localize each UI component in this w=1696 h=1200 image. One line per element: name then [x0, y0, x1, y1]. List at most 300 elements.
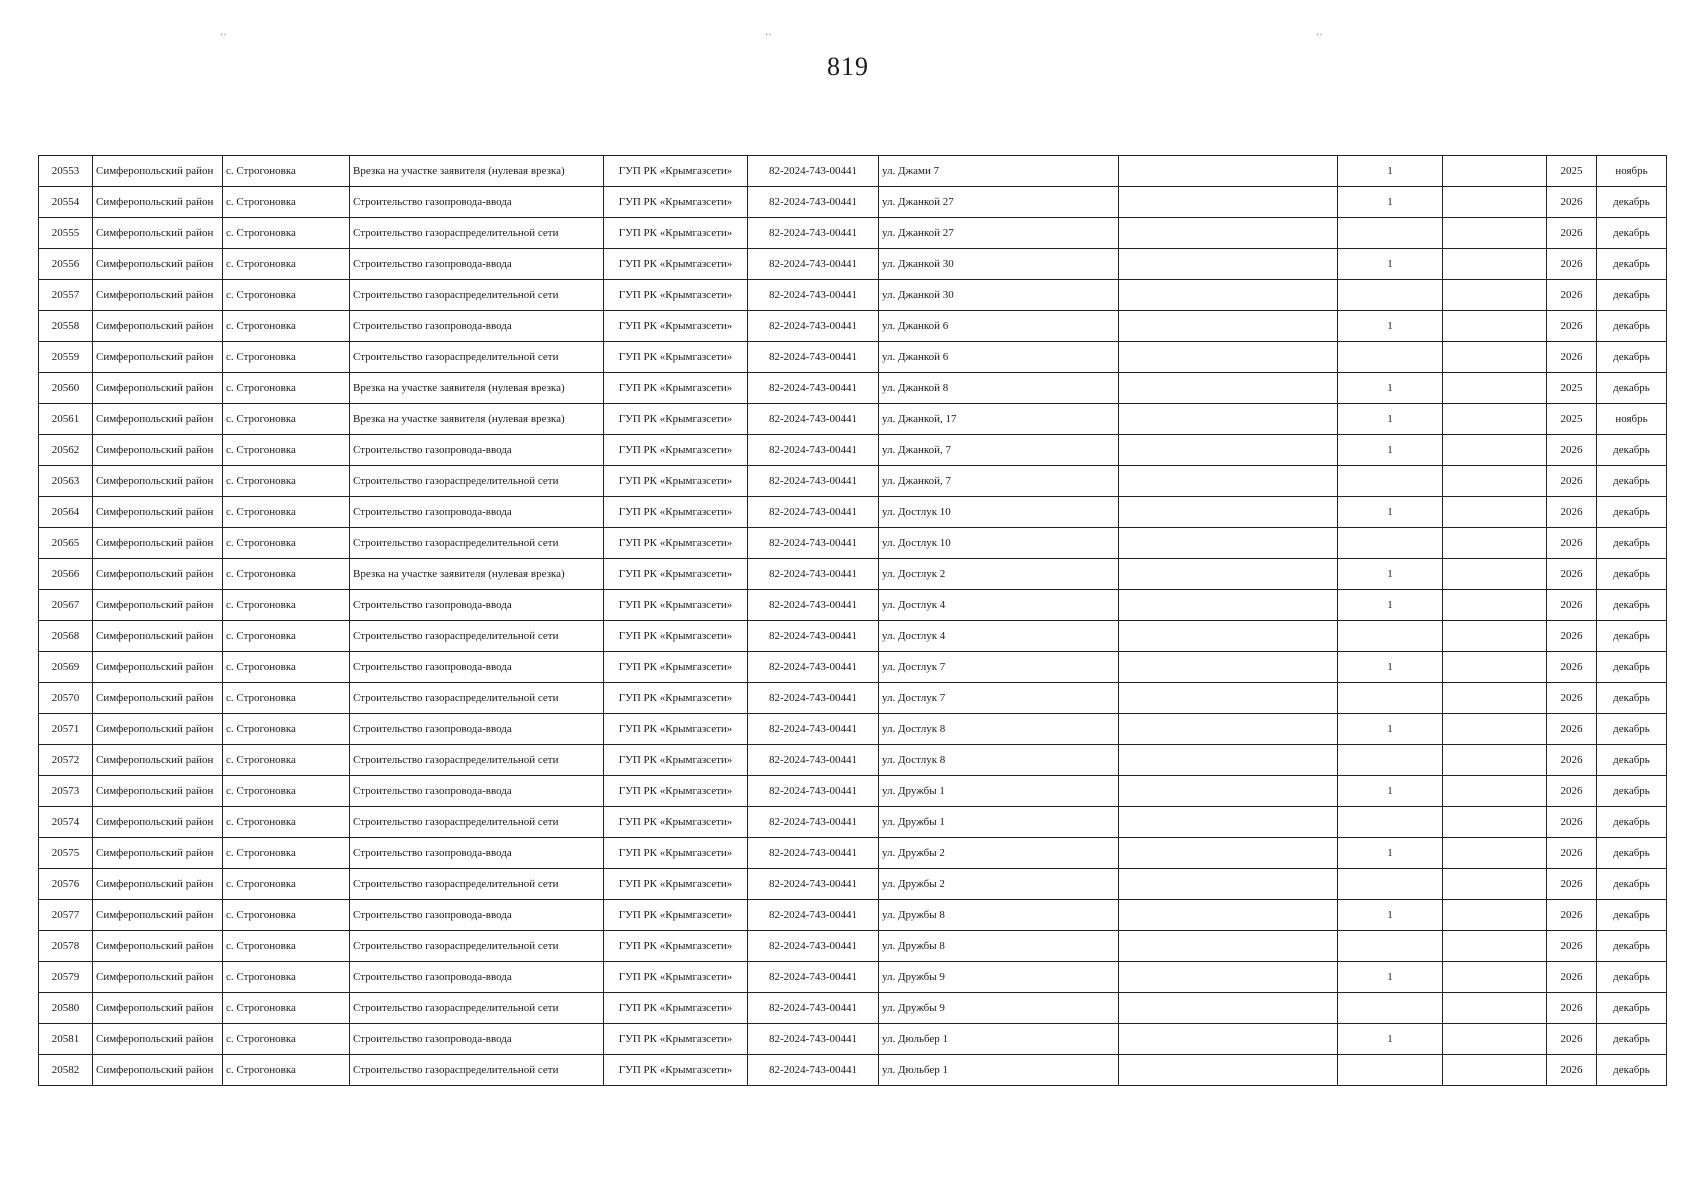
- empty-cell: [1443, 652, 1547, 683]
- row-number-cell: 20574: [39, 807, 93, 838]
- work-type-cell: Строительство газораспределительной сети: [350, 466, 604, 497]
- empty-cell: [1119, 218, 1338, 249]
- district-cell: Симферопольский район: [93, 993, 223, 1024]
- program-code-cell: 82-2024-743-00441: [748, 1024, 879, 1055]
- organization-cell: ГУП РК «Крымгазсети»: [604, 1024, 748, 1055]
- district-cell: Симферопольский район: [93, 280, 223, 311]
- work-type-cell: Врезка на участке заявителя (нулевая врезка): [350, 156, 604, 187]
- month-cell: декабрь: [1597, 900, 1667, 931]
- empty-cell: [1119, 466, 1338, 497]
- village-cell: с. Строгоновка: [223, 342, 350, 373]
- quantity-cell: [1338, 528, 1443, 559]
- table-row: [39, 776, 1667, 807]
- address-cell: ул. Дюльбер 1: [879, 1055, 1119, 1086]
- quantity-cell: 1: [1338, 1024, 1443, 1055]
- table-body: [39, 156, 1667, 1086]
- empty-cell: [1443, 187, 1547, 218]
- year-cell: 2026: [1547, 1055, 1597, 1086]
- empty-cell: [1443, 435, 1547, 466]
- empty-cell: [1119, 559, 1338, 590]
- village-cell: с. Строгоновка: [223, 466, 350, 497]
- month-cell: декабрь: [1597, 311, 1667, 342]
- quantity-cell: [1338, 466, 1443, 497]
- address-cell: ул. Дюльбер 1: [879, 1024, 1119, 1055]
- organization-cell: ГУП РК «Крымгазсети»: [604, 652, 748, 683]
- row-number-cell: 20568: [39, 621, 93, 652]
- village-cell: с. Строгоновка: [223, 1024, 350, 1055]
- district-cell: Симферопольский район: [93, 1024, 223, 1055]
- address-cell: ул. Дружбы 8: [879, 900, 1119, 931]
- organization-cell: ГУП РК «Крымгазсети»: [604, 776, 748, 807]
- village-cell: с. Строгоновка: [223, 776, 350, 807]
- address-cell: ул. Достлук 10: [879, 528, 1119, 559]
- year-cell: 2026: [1547, 218, 1597, 249]
- program-code-cell: 82-2024-743-00441: [748, 466, 879, 497]
- table-row: [39, 311, 1667, 342]
- district-cell: Симферопольский район: [93, 652, 223, 683]
- month-cell: декабрь: [1597, 776, 1667, 807]
- row-number-cell: 20580: [39, 993, 93, 1024]
- month-cell: декабрь: [1597, 962, 1667, 993]
- month-cell: декабрь: [1597, 1055, 1667, 1086]
- work-type-cell: Строительство газораспределительной сети: [350, 745, 604, 776]
- district-cell: Симферопольский район: [93, 559, 223, 590]
- empty-cell: [1443, 807, 1547, 838]
- organization-cell: ГУП РК «Крымгазсети»: [604, 962, 748, 993]
- village-cell: с. Строгоновка: [223, 900, 350, 931]
- row-number-cell: 20562: [39, 435, 93, 466]
- year-cell: 2026: [1547, 497, 1597, 528]
- district-cell: Симферопольский район: [93, 590, 223, 621]
- work-type-cell: Строительство газопровода-ввода: [350, 1024, 604, 1055]
- program-code-cell: 82-2024-743-00441: [748, 745, 879, 776]
- work-type-cell: Врезка на участке заявителя (нулевая врезка): [350, 404, 604, 435]
- program-code-cell: 82-2024-743-00441: [748, 218, 879, 249]
- program-code-cell: 82-2024-743-00441: [748, 683, 879, 714]
- organization-cell: ГУП РК «Крымгазсети»: [604, 280, 748, 311]
- empty-cell: [1443, 1055, 1547, 1086]
- month-cell: декабрь: [1597, 621, 1667, 652]
- year-cell: 2026: [1547, 435, 1597, 466]
- row-number-cell: 20581: [39, 1024, 93, 1055]
- organization-cell: ГУП РК «Крымгазсети»: [604, 807, 748, 838]
- organization-cell: ГУП РК «Крымгазсети»: [604, 528, 748, 559]
- month-cell: декабрь: [1597, 559, 1667, 590]
- address-cell: ул. Джанкой 8: [879, 373, 1119, 404]
- empty-cell: [1443, 683, 1547, 714]
- empty-cell: [1443, 218, 1547, 249]
- year-cell: 2026: [1547, 280, 1597, 311]
- address-cell: ул. Дружбы 2: [879, 869, 1119, 900]
- program-code-cell: 82-2024-743-00441: [748, 404, 879, 435]
- empty-cell: [1119, 931, 1338, 962]
- village-cell: с. Строгоновка: [223, 993, 350, 1024]
- program-code-cell: 82-2024-743-00441: [748, 187, 879, 218]
- address-cell: ул. Достлук 4: [879, 621, 1119, 652]
- quantity-cell: 1: [1338, 962, 1443, 993]
- work-type-cell: Строительство газопровода-ввода: [350, 187, 604, 218]
- district-cell: Симферопольский район: [93, 776, 223, 807]
- empty-cell: [1119, 249, 1338, 280]
- organization-cell: ГУП РК «Крымгазсети»: [604, 342, 748, 373]
- empty-cell: [1443, 869, 1547, 900]
- quantity-cell: [1338, 993, 1443, 1024]
- year-cell: 2025: [1547, 404, 1597, 435]
- row-number-cell: 20570: [39, 683, 93, 714]
- organization-cell: ГУП РК «Крымгазсети»: [604, 621, 748, 652]
- village-cell: с. Строгоновка: [223, 187, 350, 218]
- year-cell: 2025: [1547, 156, 1597, 187]
- empty-cell: [1119, 1055, 1338, 1086]
- address-cell: ул. Дружбы 9: [879, 962, 1119, 993]
- quantity-cell: [1338, 745, 1443, 776]
- village-cell: с. Строгоновка: [223, 528, 350, 559]
- row-number-cell: 20561: [39, 404, 93, 435]
- organization-cell: ГУП РК «Крымгазсети»: [604, 466, 748, 497]
- year-cell: 2026: [1547, 900, 1597, 931]
- district-cell: Симферопольский район: [93, 838, 223, 869]
- row-number-cell: 20575: [39, 838, 93, 869]
- program-code-cell: 82-2024-743-00441: [748, 993, 879, 1024]
- quantity-cell: 1: [1338, 652, 1443, 683]
- district-cell: Симферопольский район: [93, 404, 223, 435]
- village-cell: с. Строгоновка: [223, 714, 350, 745]
- district-cell: Симферопольский район: [93, 962, 223, 993]
- quantity-cell: 1: [1338, 590, 1443, 621]
- organization-cell: ГУП РК «Крымгазсети»: [604, 373, 748, 404]
- empty-cell: [1443, 962, 1547, 993]
- empty-cell: [1119, 187, 1338, 218]
- year-cell: 2026: [1547, 807, 1597, 838]
- empty-cell: [1443, 466, 1547, 497]
- program-code-cell: 82-2024-743-00441: [748, 435, 879, 466]
- address-cell: ул. Джанкой 6: [879, 342, 1119, 373]
- program-code-cell: 82-2024-743-00441: [748, 311, 879, 342]
- table-row: [39, 342, 1667, 373]
- empty-cell: [1119, 962, 1338, 993]
- table-row: [39, 993, 1667, 1024]
- village-cell: с. Строгоновка: [223, 962, 350, 993]
- work-type-cell: Строительство газораспределительной сети: [350, 621, 604, 652]
- table-row: [39, 404, 1667, 435]
- village-cell: с. Строгоновка: [223, 156, 350, 187]
- address-cell: ул. Джанкой 30: [879, 280, 1119, 311]
- organization-cell: ГУП РК «Крымгазсети»: [604, 683, 748, 714]
- empty-cell: [1443, 993, 1547, 1024]
- district-cell: Симферопольский район: [93, 435, 223, 466]
- program-code-cell: 82-2024-743-00441: [748, 590, 879, 621]
- empty-cell: [1119, 869, 1338, 900]
- table-row: [39, 435, 1667, 466]
- empty-cell: [1443, 838, 1547, 869]
- program-code-cell: 82-2024-743-00441: [748, 373, 879, 404]
- table-row: [39, 249, 1667, 280]
- row-number-cell: 20565: [39, 528, 93, 559]
- row-number-cell: 20579: [39, 962, 93, 993]
- work-type-cell: Строительство газораспределительной сети: [350, 869, 604, 900]
- year-cell: 2026: [1547, 931, 1597, 962]
- month-cell: декабрь: [1597, 497, 1667, 528]
- table-row: [39, 156, 1667, 187]
- empty-cell: [1443, 559, 1547, 590]
- organization-cell: ГУП РК «Крымгазсети»: [604, 187, 748, 218]
- program-code-cell: 82-2024-743-00441: [748, 621, 879, 652]
- quantity-cell: [1338, 1055, 1443, 1086]
- year-cell: 2026: [1547, 838, 1597, 869]
- empty-cell: [1119, 652, 1338, 683]
- village-cell: с. Строгоновка: [223, 931, 350, 962]
- empty-cell: [1119, 838, 1338, 869]
- program-code-cell: 82-2024-743-00441: [748, 528, 879, 559]
- empty-cell: [1443, 249, 1547, 280]
- year-cell: 2026: [1547, 1024, 1597, 1055]
- organization-cell: ГУП РК «Крымгазсети»: [604, 900, 748, 931]
- work-type-cell: Врезка на участке заявителя (нулевая врезка): [350, 373, 604, 404]
- year-cell: 2026: [1547, 590, 1597, 621]
- empty-cell: [1443, 1024, 1547, 1055]
- table-row: [39, 218, 1667, 249]
- empty-cell: [1119, 683, 1338, 714]
- table-row: [39, 714, 1667, 745]
- address-cell: ул. Достлук 8: [879, 714, 1119, 745]
- organization-cell: ГУП РК «Крымгазсети»: [604, 1055, 748, 1086]
- row-number-cell: 20576: [39, 869, 93, 900]
- work-type-cell: Строительство газопровода-ввода: [350, 714, 604, 745]
- year-cell: 2026: [1547, 745, 1597, 776]
- address-cell: ул. Джанкой 6: [879, 311, 1119, 342]
- program-code-cell: 82-2024-743-00441: [748, 931, 879, 962]
- quantity-cell: 1: [1338, 714, 1443, 745]
- organization-cell: ГУП РК «Крымгазсети»: [604, 497, 748, 528]
- empty-cell: [1443, 497, 1547, 528]
- year-cell: 2026: [1547, 962, 1597, 993]
- row-number-cell: 20556: [39, 249, 93, 280]
- empty-cell: [1119, 497, 1338, 528]
- quantity-cell: [1338, 807, 1443, 838]
- year-cell: 2026: [1547, 714, 1597, 745]
- quantity-cell: [1338, 683, 1443, 714]
- work-type-cell: Строительство газораспределительной сети: [350, 342, 604, 373]
- table-row: [39, 745, 1667, 776]
- empty-cell: [1119, 745, 1338, 776]
- village-cell: с. Строгоновка: [223, 497, 350, 528]
- organization-cell: ГУП РК «Крымгазсети»: [604, 249, 748, 280]
- month-cell: декабрь: [1597, 931, 1667, 962]
- year-cell: 2026: [1547, 311, 1597, 342]
- year-cell: 2026: [1547, 528, 1597, 559]
- village-cell: с. Строгоновка: [223, 869, 350, 900]
- organization-cell: ГУП РК «Крымгазсети»: [604, 931, 748, 962]
- program-code-cell: 82-2024-743-00441: [748, 900, 879, 931]
- year-cell: 2026: [1547, 993, 1597, 1024]
- year-cell: 2026: [1547, 342, 1597, 373]
- table-row: [39, 900, 1667, 931]
- empty-cell: [1119, 621, 1338, 652]
- address-cell: ул. Дружбы 8: [879, 931, 1119, 962]
- village-cell: с. Строгоновка: [223, 652, 350, 683]
- month-cell: декабрь: [1597, 218, 1667, 249]
- quantity-cell: [1338, 931, 1443, 962]
- month-cell: декабрь: [1597, 993, 1667, 1024]
- month-cell: декабрь: [1597, 187, 1667, 218]
- quantity-cell: 1: [1338, 838, 1443, 869]
- organization-cell: ГУП РК «Крымгазсети»: [604, 435, 748, 466]
- address-cell: ул. Джанкой, 7: [879, 435, 1119, 466]
- table-row: [39, 466, 1667, 497]
- address-cell: ул. Джанкой 27: [879, 187, 1119, 218]
- quantity-cell: 1: [1338, 559, 1443, 590]
- year-cell: 2026: [1547, 869, 1597, 900]
- year-cell: 2026: [1547, 466, 1597, 497]
- year-cell: 2026: [1547, 652, 1597, 683]
- organization-cell: ГУП РК «Крымгазсети»: [604, 714, 748, 745]
- address-cell: ул. Джанкой, 7: [879, 466, 1119, 497]
- month-cell: декабрь: [1597, 745, 1667, 776]
- district-cell: Симферопольский район: [93, 683, 223, 714]
- year-cell: 2026: [1547, 683, 1597, 714]
- row-number-cell: 20573: [39, 776, 93, 807]
- month-cell: декабрь: [1597, 807, 1667, 838]
- work-type-cell: Строительство газопровода-ввода: [350, 497, 604, 528]
- program-code-cell: 82-2024-743-00441: [748, 652, 879, 683]
- program-code-cell: 82-2024-743-00441: [748, 559, 879, 590]
- empty-cell: [1119, 1024, 1338, 1055]
- village-cell: с. Строгоновка: [223, 280, 350, 311]
- district-cell: Симферопольский район: [93, 497, 223, 528]
- village-cell: с. Строгоновка: [223, 683, 350, 714]
- empty-cell: [1443, 621, 1547, 652]
- month-cell: декабрь: [1597, 373, 1667, 404]
- month-cell: декабрь: [1597, 435, 1667, 466]
- table-row: [39, 869, 1667, 900]
- row-number-cell: 20559: [39, 342, 93, 373]
- work-type-cell: Строительство газопровода-ввода: [350, 776, 604, 807]
- month-cell: декабрь: [1597, 683, 1667, 714]
- page-number: 819: [827, 52, 869, 81]
- village-cell: с. Строгоновка: [223, 838, 350, 869]
- empty-cell: [1119, 900, 1338, 931]
- empty-cell: [1119, 528, 1338, 559]
- row-number-cell: 20566: [39, 559, 93, 590]
- empty-cell: [1443, 590, 1547, 621]
- empty-cell: [1443, 714, 1547, 745]
- year-cell: 2026: [1547, 249, 1597, 280]
- quantity-cell: [1338, 621, 1443, 652]
- district-cell: Симферопольский район: [93, 156, 223, 187]
- district-cell: Симферопольский район: [93, 1055, 223, 1086]
- program-code-cell: 82-2024-743-00441: [748, 280, 879, 311]
- organization-cell: ГУП РК «Крымгазсети»: [604, 559, 748, 590]
- quantity-cell: 1: [1338, 435, 1443, 466]
- month-cell: декабрь: [1597, 652, 1667, 683]
- district-cell: Симферопольский район: [93, 466, 223, 497]
- empty-cell: [1119, 404, 1338, 435]
- program-code-cell: 82-2024-743-00441: [748, 342, 879, 373]
- address-cell: ул. Достлук 8: [879, 745, 1119, 776]
- address-cell: ул. Джанкой 30: [879, 249, 1119, 280]
- village-cell: с. Строгоновка: [223, 745, 350, 776]
- row-number-cell: 20577: [39, 900, 93, 931]
- table-row: [39, 187, 1667, 218]
- empty-cell: [1443, 776, 1547, 807]
- empty-cell: [1119, 590, 1338, 621]
- work-type-cell: Строительство газопровода-ввода: [350, 249, 604, 280]
- village-cell: с. Строгоновка: [223, 404, 350, 435]
- village-cell: с. Строгоновка: [223, 1055, 350, 1086]
- row-number-cell: 20582: [39, 1055, 93, 1086]
- district-cell: Симферопольский район: [93, 807, 223, 838]
- year-cell: 2025: [1547, 373, 1597, 404]
- village-cell: с. Строгоновка: [223, 435, 350, 466]
- village-cell: с. Строгоновка: [223, 249, 350, 280]
- district-cell: Симферопольский район: [93, 900, 223, 931]
- organization-cell: ГУП РК «Крымгазсети»: [604, 993, 748, 1024]
- address-cell: ул. Достлук 7: [879, 652, 1119, 683]
- year-cell: 2026: [1547, 187, 1597, 218]
- quantity-cell: [1338, 342, 1443, 373]
- empty-cell: [1443, 931, 1547, 962]
- month-cell: декабрь: [1597, 838, 1667, 869]
- empty-cell: [1443, 528, 1547, 559]
- month-cell: декабрь: [1597, 249, 1667, 280]
- empty-cell: [1119, 342, 1338, 373]
- program-code-cell: 82-2024-743-00441: [748, 807, 879, 838]
- table-row: [39, 373, 1667, 404]
- district-cell: Симферопольский район: [93, 528, 223, 559]
- address-cell: ул. Дружбы 1: [879, 807, 1119, 838]
- address-cell: ул. Джами 7: [879, 156, 1119, 187]
- table-row: [39, 962, 1667, 993]
- district-cell: Симферопольский район: [93, 249, 223, 280]
- empty-cell: [1119, 993, 1338, 1024]
- address-cell: ул. Достлук 7: [879, 683, 1119, 714]
- village-cell: с. Строгоновка: [223, 807, 350, 838]
- quantity-cell: 1: [1338, 249, 1443, 280]
- program-code-cell: 82-2024-743-00441: [748, 497, 879, 528]
- table-row: [39, 838, 1667, 869]
- table-row: [39, 931, 1667, 962]
- empty-cell: [1119, 435, 1338, 466]
- village-cell: с. Строгоновка: [223, 218, 350, 249]
- program-code-cell: 82-2024-743-00441: [748, 838, 879, 869]
- table-row: [39, 683, 1667, 714]
- work-type-cell: Строительство газораспределительной сети: [350, 218, 604, 249]
- quantity-cell: 1: [1338, 311, 1443, 342]
- row-number-cell: 20563: [39, 466, 93, 497]
- month-cell: декабрь: [1597, 714, 1667, 745]
- month-cell: декабрь: [1597, 342, 1667, 373]
- month-cell: декабрь: [1597, 528, 1667, 559]
- table-row: [39, 1024, 1667, 1055]
- organization-cell: ГУП РК «Крымгазсети»: [604, 590, 748, 621]
- row-number-cell: 20553: [39, 156, 93, 187]
- quantity-cell: 1: [1338, 373, 1443, 404]
- work-type-cell: Строительство газопровода-ввода: [350, 311, 604, 342]
- empty-cell: [1119, 311, 1338, 342]
- quantity-cell: 1: [1338, 776, 1443, 807]
- month-cell: декабрь: [1597, 869, 1667, 900]
- village-cell: с. Строгоновка: [223, 621, 350, 652]
- organization-cell: ГУП РК «Крымгазсети»: [604, 404, 748, 435]
- village-cell: с. Строгоновка: [223, 590, 350, 621]
- quantity-cell: [1338, 218, 1443, 249]
- work-type-cell: Строительство газопровода-ввода: [350, 435, 604, 466]
- quantity-cell: 1: [1338, 497, 1443, 528]
- district-cell: Симферопольский район: [93, 745, 223, 776]
- table-row: [39, 497, 1667, 528]
- organization-cell: ГУП РК «Крымгазсети»: [604, 869, 748, 900]
- work-type-cell: Строительство газораспределительной сети: [350, 1055, 604, 1086]
